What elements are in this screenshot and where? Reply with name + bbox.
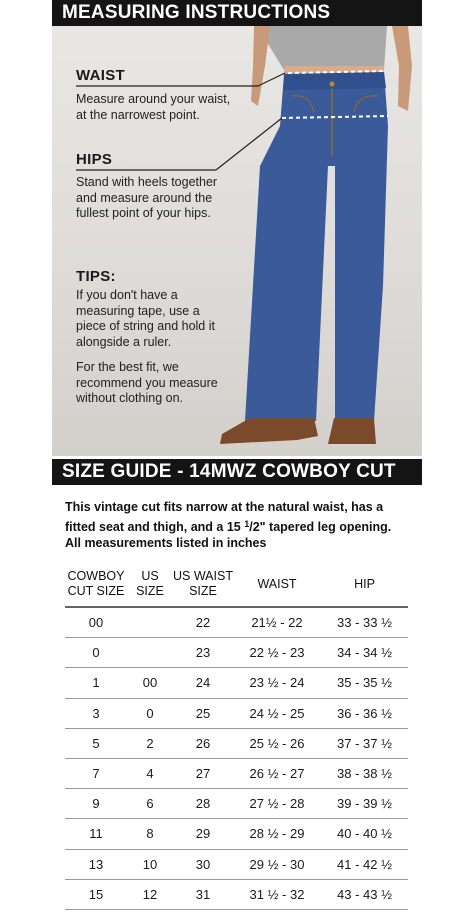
cell-us-waist-size: 26: [173, 728, 233, 758]
table-header-row: [65, 562, 408, 607]
intro-superscript: 1: [244, 519, 250, 529]
cell-waist: 24 ½ - 25: [233, 698, 321, 728]
cell-waist: 23 ½ - 24: [233, 668, 321, 698]
cell-us-size: 10: [127, 849, 173, 879]
cell-us-waist-size: 24: [173, 668, 233, 698]
cell-cowboy-cut-size: 5: [65, 728, 127, 758]
cell-us-waist-size: 31: [173, 879, 233, 909]
cell-cowboy-cut-size: 3: [65, 698, 127, 728]
cell-cowboy-cut-size: 00: [65, 607, 127, 638]
table-row: [65, 758, 408, 788]
size-guide-title: SIZE GUIDE - 14MWZ COWBOY CUT: [62, 461, 396, 482]
cell-us-size: 12: [127, 879, 173, 909]
intro-text-part1: This vintage cut fits narrow at the natural waist, has a fitted seat and thigh, and a 15: [65, 500, 384, 534]
cell-hip: 38 - 38 ½: [321, 758, 408, 788]
column-header-hip: HIP: [321, 562, 408, 607]
measuring-instructions-title: MEASURING INSTRUCTIONS: [62, 2, 331, 23]
cell-waist: 21½ - 22: [233, 607, 321, 638]
cell-hip: 37 - 37 ½: [321, 728, 408, 758]
table-row: [65, 728, 408, 758]
cell-us-size: [127, 638, 173, 668]
hips-text: Stand with heels together and measure around the fullest point of your hips.: [76, 175, 218, 220]
cell-waist: 22 ½ - 23: [233, 638, 321, 668]
cell-waist: 31 ½ - 32: [233, 879, 321, 909]
measuring-instructions-header: [52, 0, 422, 26]
measurements-note: All measurements listed in inches: [65, 536, 267, 550]
cell-hip: 40 - 40 ½: [321, 819, 408, 849]
table-row: [65, 638, 408, 668]
cell-us-waist-size: 29: [173, 819, 233, 849]
cell-cowboy-cut-size: 13: [65, 849, 127, 879]
cell-waist: 27 ½ - 28: [233, 789, 321, 819]
tips-text-2: For the best fit, we recommend you measure without clothing on.: [76, 360, 218, 405]
cell-cowboy-cut-size: 1: [65, 668, 127, 698]
cell-waist: 26 ½ - 27: [233, 758, 321, 788]
table-row: [65, 789, 408, 819]
hips-title: HIPS: [76, 151, 113, 168]
cell-waist: 28 ½ - 29: [233, 819, 321, 849]
cell-waist: 29 ½ - 30: [233, 849, 321, 879]
cell-us-waist-size: 25: [173, 698, 233, 728]
cell-us-size: 4: [127, 758, 173, 788]
cell-us-waist-size: 28: [173, 789, 233, 819]
table-row: [65, 819, 408, 849]
cell-us-size: 6: [127, 789, 173, 819]
cell-hip: 39 - 39 ½: [321, 789, 408, 819]
size-guide-intro: [65, 499, 415, 536]
table-row: [65, 668, 408, 698]
waist-text: Measure around your waist, at the narrowest point.: [76, 92, 231, 122]
cell-us-waist-size: 22: [173, 607, 233, 638]
cell-waist: 25 ½ - 26: [233, 728, 321, 758]
cell-us-size: [127, 607, 173, 638]
table-row: [65, 849, 408, 879]
table-row: [65, 879, 408, 909]
cell-us-size: 2: [127, 728, 173, 758]
cell-us-size: 00: [127, 668, 173, 698]
cell-us-waist-size: 30: [173, 849, 233, 879]
cell-cowboy-cut-size: 11: [65, 819, 127, 849]
cell-hip: 43 - 43 ½: [321, 879, 408, 909]
cell-us-waist-size: 23: [173, 638, 233, 668]
intro-text-part2: /2" tapered leg opening.: [249, 520, 392, 534]
column-header-us-size: US SIZE: [127, 562, 173, 607]
column-header-us-waist-size: US WAIST SIZE: [173, 562, 233, 607]
tips-text-1: If you don't have a measuring tape, use a piece of string and hold it alongside a ruler.: [76, 288, 215, 349]
cell-hip: 41 - 42 ½: [321, 849, 408, 879]
waist-title: WAIST: [76, 67, 125, 84]
table-row: [65, 698, 408, 728]
table-row: [65, 607, 408, 638]
size-guide-header: [52, 459, 422, 485]
cell-cowboy-cut-size: 9: [65, 789, 127, 819]
cell-hip: 35 - 35 ½: [321, 668, 408, 698]
cell-us-size: 8: [127, 819, 173, 849]
cell-cowboy-cut-size: 0: [65, 638, 127, 668]
column-header-waist: WAIST: [233, 562, 321, 607]
column-header-cowboy-cut-size: COWBOY CUT SIZE: [65, 562, 127, 607]
cell-hip: 36 - 36 ½: [321, 698, 408, 728]
size-table: [65, 562, 408, 910]
cell-cowboy-cut-size: 15: [65, 879, 127, 909]
cell-us-size: 0: [127, 698, 173, 728]
cell-hip: 33 - 33 ½: [321, 607, 408, 638]
cell-us-waist-size: 27: [173, 758, 233, 788]
cell-cowboy-cut-size: 7: [65, 758, 127, 788]
cell-hip: 34 - 34 ½: [321, 638, 408, 668]
tips-title: TIPS:: [76, 268, 116, 285]
